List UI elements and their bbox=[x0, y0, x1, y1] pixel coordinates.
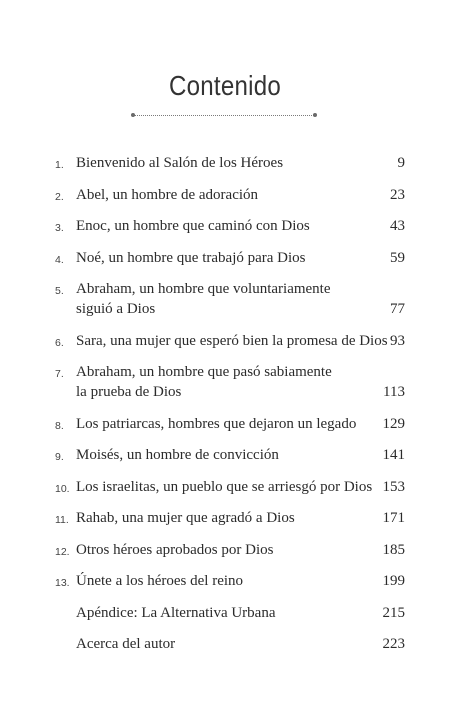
toc-entry-number: 12. bbox=[55, 545, 70, 558]
toc-entry-number: 1. bbox=[55, 159, 64, 171]
page-title: Contenido bbox=[168, 70, 282, 101]
toc-entry-title: siguió a Dios bbox=[76, 301, 156, 317]
toc-entry-page-number: 9 bbox=[397, 155, 405, 171]
toc-entry-page-number: 93 bbox=[390, 332, 405, 349]
toc-entry-number: 3. bbox=[55, 222, 64, 234]
toc-entry-number: 10. bbox=[55, 482, 70, 495]
toc-entry-number: 7. bbox=[55, 368, 64, 380]
toc-entry-number: 4. bbox=[55, 253, 64, 266]
toc-entry-page-number: 171 bbox=[382, 510, 405, 526]
toc-entry-title: Sara, una mujer que esperó bien la promesa de Dios bbox=[76, 332, 388, 349]
toc-entry-number: 6. bbox=[55, 336, 64, 349]
toc-entry-page-number: 77 bbox=[390, 301, 405, 317]
toc-entry-page-number: 153 bbox=[382, 478, 405, 495]
toc-entry-page-number: 185 bbox=[382, 541, 405, 558]
toc-entry-number: 11. bbox=[55, 514, 69, 526]
toc-entry-title: Abraham, un hombre que pasó sabiamente bbox=[76, 364, 332, 380]
toc-entry-page-number: 141 bbox=[382, 447, 405, 463]
toc-entry-title: Rahab, una mujer que agradó a Dios bbox=[76, 510, 295, 526]
toc-entry-title: Acerca del autor bbox=[76, 636, 176, 652]
toc-entry-title: Bienvenido al Salón de los Héroes bbox=[76, 155, 284, 171]
toc-entry-title: Otros héroes aprobados por Dios bbox=[76, 541, 274, 558]
toc-entry-page-number: 223 bbox=[382, 636, 405, 652]
toc-entry-page-number: 59 bbox=[390, 249, 405, 266]
toc-entry-title: Apéndice: La Alternativa Urbana bbox=[76, 604, 276, 621]
toc-entry-number: 9. bbox=[55, 451, 64, 463]
toc-entry-number: 13. bbox=[55, 577, 70, 589]
toc-entry-number: 2. bbox=[55, 190, 64, 203]
toc-entry-title: Moisés, un hombre de convicción bbox=[76, 447, 279, 463]
toc-entry-title: Los patriarcas, hombres que dejaron un legado bbox=[76, 415, 357, 432]
toc-entry-number: 5. bbox=[55, 285, 64, 297]
toc-entry-title: Los israelitas, un pueblo que se arriesgó por Dios bbox=[76, 478, 373, 495]
toc-entry-page-number: 199 bbox=[382, 573, 405, 589]
toc-entry-title: Enoc, un hombre que caminó con Dios bbox=[76, 218, 310, 234]
toc-entry-title: Abraham, un hombre que voluntariamente bbox=[76, 281, 331, 297]
toc-entry-title: la prueba de Dios bbox=[76, 384, 182, 400]
toc-entry-page-number: 113 bbox=[383, 384, 405, 400]
title-divider bbox=[134, 115, 314, 116]
toc-entry-page-number: 23 bbox=[390, 186, 405, 203]
toc-entry-title: Noé, un hombre que trabajó para Dios bbox=[76, 249, 306, 266]
toc-entry-page-number: 43 bbox=[390, 218, 405, 234]
toc-entry-page-number: 215 bbox=[382, 604, 405, 621]
toc-entry-number: 8. bbox=[55, 419, 64, 432]
divider-end-dot bbox=[313, 113, 317, 117]
toc-entry-page-number: 129 bbox=[382, 415, 405, 432]
toc-entry-title: Abel, un hombre de adoración bbox=[76, 186, 259, 203]
toc-entry-title: Únete a los héroes del reino bbox=[76, 573, 244, 589]
divider-end-dot bbox=[131, 113, 135, 117]
